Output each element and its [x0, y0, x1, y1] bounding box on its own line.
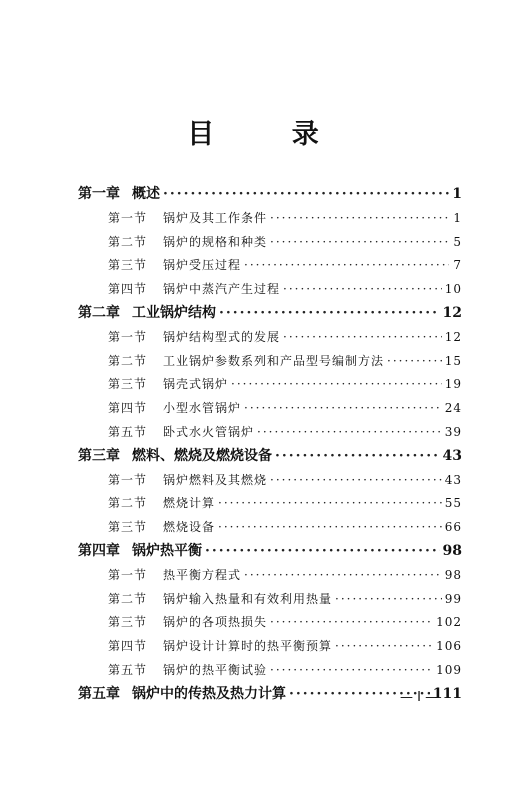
- section-number: 第一节: [108, 210, 148, 225]
- page-ref: 98: [442, 542, 462, 559]
- page-ref: 10: [444, 282, 462, 297]
- section-title: 锅炉及其工作条件: [163, 210, 268, 225]
- toc-chapter-entry: [78, 302, 462, 326]
- section-number: 第二节: [108, 234, 148, 249]
- page-ref: 55: [444, 496, 462, 511]
- page-ref: 39: [444, 424, 462, 439]
- toc-section-entry: [78, 611, 462, 635]
- chapter-number: 第一章: [78, 186, 120, 202]
- chapter-title: 概述: [132, 186, 160, 202]
- page-ref: 106: [436, 639, 462, 654]
- toc-chapter-entry: [78, 445, 462, 469]
- dot-leader: [244, 564, 442, 588]
- dot-leader: [283, 278, 442, 302]
- chapter-number: 第三章: [78, 447, 120, 464]
- section-title: 锅炉的热平衡试验: [163, 662, 268, 677]
- dot-leader: [270, 611, 433, 635]
- section-number: 第一节: [108, 472, 148, 487]
- page-ref: 5: [453, 234, 462, 249]
- section-title: 卧式水火管锅炉: [163, 424, 255, 439]
- toc-section-entry: [78, 231, 462, 255]
- section-number: 第五节: [108, 424, 148, 439]
- section-title: 锅炉设计计算时的热平衡预算: [163, 639, 333, 654]
- chapter-title: 锅炉热平衡: [132, 542, 202, 559]
- page-ref: 99: [444, 591, 462, 606]
- page-ref: 24: [444, 401, 462, 416]
- toc-section-entry: [78, 254, 462, 278]
- chapter-title: 燃料、燃烧及燃烧设备: [132, 447, 272, 464]
- chapter-number: 第五章: [78, 685, 120, 702]
- section-number: 第四节: [108, 282, 148, 297]
- page-ref: 7: [453, 258, 462, 273]
- chapter-title: 工业锅炉结构: [132, 304, 216, 321]
- toc-section-entry: [78, 326, 462, 350]
- section-number: 第五节: [108, 662, 148, 677]
- toc-section-entry: [78, 588, 462, 612]
- section-number: 第三节: [108, 377, 148, 392]
- dot-leader: [270, 659, 433, 683]
- dot-leader: [257, 421, 442, 445]
- page-ref: 19: [444, 377, 462, 392]
- toc-section-entry: [78, 278, 462, 302]
- section-number: 第一节: [108, 567, 148, 582]
- section-number: 第一节: [108, 329, 148, 344]
- section-number: 第三节: [108, 258, 148, 273]
- toc-chapter-entry: [78, 183, 462, 207]
- dot-leader: [283, 326, 442, 350]
- dot-leader: [244, 397, 442, 421]
- section-number: 第二节: [108, 353, 148, 368]
- toc-section-entry: [78, 469, 462, 493]
- toc-section-entry: [78, 516, 462, 540]
- page-title: 目 录: [187, 119, 353, 150]
- toc-section-entry: [78, 373, 462, 397]
- dot-leader: [218, 492, 442, 516]
- dot-leader: [231, 373, 442, 397]
- toc-section-entry: [78, 350, 462, 374]
- toc-section-entry: [78, 659, 462, 683]
- section-number: 第四节: [108, 639, 148, 654]
- section-title: 热平衡方程式: [163, 567, 242, 582]
- section-number: 第三节: [108, 520, 148, 535]
- page-ref: 1: [452, 186, 462, 202]
- section-title: 锅炉燃料及其燃烧: [163, 472, 268, 487]
- page-ref: 109: [436, 662, 462, 677]
- toc-section-entry: [78, 207, 462, 231]
- dot-leader: [335, 588, 442, 612]
- table-of-contents: [78, 183, 462, 707]
- section-number: 第二节: [108, 496, 148, 511]
- section-title: 锅炉受压过程: [163, 258, 242, 273]
- section-title: 锅炉输入热量和有效利用热量: [163, 591, 333, 606]
- chapter-title: 锅炉中的传热及热力计算: [132, 685, 286, 702]
- toc-section-entry: [78, 564, 462, 588]
- chapter-number: 第四章: [78, 542, 120, 559]
- section-number: 第四节: [108, 401, 148, 416]
- section-title: 小型水管锅炉: [163, 401, 242, 416]
- section-title: 锅炉中蒸汽产生过程: [163, 282, 281, 297]
- dot-leader: [218, 516, 442, 540]
- dot-leader: [275, 445, 440, 469]
- dot-leader: [205, 540, 440, 564]
- toc-chapter-entry: [78, 540, 462, 564]
- chapter-number: 第二章: [78, 304, 120, 321]
- dot-leader: [270, 469, 442, 493]
- section-title: 锅炉的规格和种类: [163, 234, 268, 249]
- section-title: 锅炉的各项热损失: [163, 615, 268, 630]
- page-ref: 15: [444, 353, 462, 368]
- toc-section-entry: [78, 492, 462, 516]
- section-title: 锅壳式锅炉: [163, 377, 229, 392]
- page-ref: 102: [436, 615, 462, 630]
- dot-leader: [244, 254, 449, 278]
- page-ref: 12: [442, 304, 462, 321]
- dot-leader: [335, 635, 433, 659]
- section-title: 锅炉结构型式的发展: [163, 329, 281, 344]
- page-ref: 111: [432, 685, 462, 702]
- page-ref: 66: [444, 520, 462, 535]
- toc-section-entry: [78, 635, 462, 659]
- dot-leader: [163, 183, 449, 207]
- page-ref: 98: [444, 567, 462, 582]
- page-ref: 1: [453, 210, 462, 225]
- page-ref: 43: [444, 472, 462, 487]
- page-ref: 12: [444, 329, 462, 344]
- toc-section-entry: [78, 421, 462, 445]
- section-title: 工业锅炉参数系列和产品型号编制方法: [163, 353, 385, 368]
- page-ref: 43: [442, 447, 462, 464]
- dot-leader: [270, 231, 449, 255]
- section-number: 第三节: [108, 615, 148, 630]
- section-number: 第二节: [108, 591, 148, 606]
- section-title: 燃烧设备: [163, 520, 216, 535]
- dot-leader: [219, 302, 440, 326]
- toc-section-entry: [78, 397, 462, 421]
- dot-leader: [387, 350, 442, 374]
- section-title: 燃烧计算: [163, 496, 216, 511]
- dot-leader: [270, 207, 449, 231]
- page-number: — I —: [400, 690, 439, 705]
